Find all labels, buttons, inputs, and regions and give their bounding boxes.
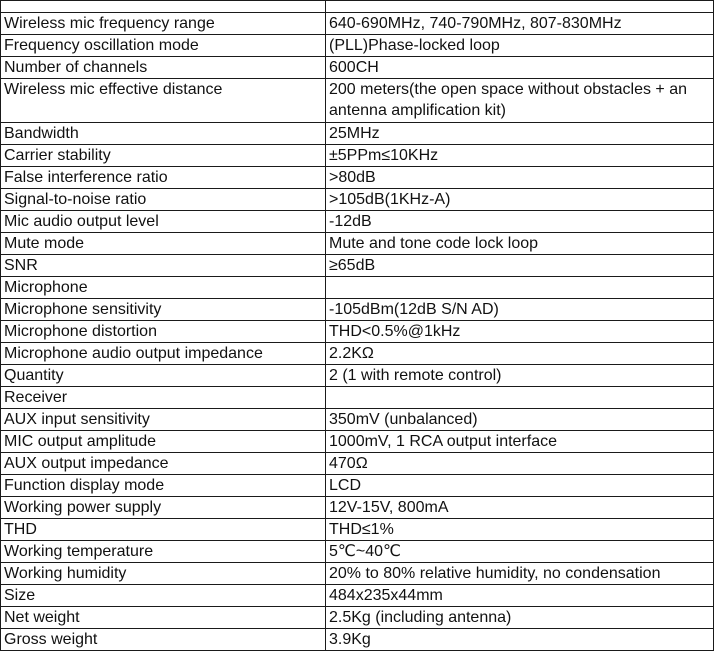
spec-value: 2.2KΩ bbox=[326, 343, 714, 365]
table-row bbox=[1, 57, 714, 79]
spec-label: AUX output impedance bbox=[1, 453, 326, 475]
spec-value: >80dB bbox=[326, 167, 714, 189]
table-row bbox=[1, 255, 714, 277]
spec-label: Mic audio output level bbox=[1, 211, 326, 233]
table-row-section-microphone bbox=[1, 277, 714, 299]
spec-value: ±5PPm≤10KHz bbox=[326, 145, 714, 167]
spec-label: THD bbox=[1, 519, 326, 541]
spec-value: LCD bbox=[326, 475, 714, 497]
spec-label: False interference ratio bbox=[1, 167, 326, 189]
spec-label: Wireless mic frequency range bbox=[1, 13, 326, 35]
spec-label: Size bbox=[1, 585, 326, 607]
spec-value: ≥65dB bbox=[326, 255, 714, 277]
spec-label: AUX input sensitivity bbox=[1, 409, 326, 431]
spec-label: Quantity bbox=[1, 365, 326, 387]
spec-value: 12V-15V, 800mA bbox=[326, 497, 714, 519]
spec-label: Microphone audio output impedance bbox=[1, 343, 326, 365]
table-row bbox=[1, 299, 714, 321]
spec-label: Number of channels bbox=[1, 57, 326, 79]
table-row bbox=[1, 343, 714, 365]
spec-value: THD≤1% bbox=[326, 519, 714, 541]
section-label: Receiver bbox=[1, 387, 326, 409]
table-row bbox=[1, 563, 714, 585]
spec-label: SNR bbox=[1, 255, 326, 277]
table-row bbox=[1, 321, 714, 343]
table-row bbox=[1, 211, 714, 233]
table-row bbox=[1, 145, 714, 167]
spec-label: Signal-to-noise ratio bbox=[1, 189, 326, 211]
spec-value: 600CH bbox=[326, 57, 714, 79]
spec-value: 1000mV, 1 RCA output interface bbox=[326, 431, 714, 453]
spec-value: 2.5Kg (including antenna) bbox=[326, 607, 714, 629]
table-row bbox=[1, 431, 714, 453]
spec-label: Carrier stability bbox=[1, 145, 326, 167]
spec-label: Net weight bbox=[1, 607, 326, 629]
spec-value: 5℃~40℃ bbox=[326, 541, 714, 563]
spec-label: Wireless mic effective distance bbox=[1, 79, 326, 123]
spec-value: (PLL)Phase-locked loop bbox=[326, 35, 714, 57]
spec-value: 470Ω bbox=[326, 453, 714, 475]
table-row bbox=[1, 167, 714, 189]
spec-value: -12dB bbox=[326, 211, 714, 233]
spec-value: 25MHz bbox=[326, 123, 714, 145]
spec-value-cell bbox=[326, 1, 714, 13]
spec-label: Bandwidth bbox=[1, 123, 326, 145]
table-row-partial bbox=[1, 1, 714, 13]
table-row bbox=[1, 123, 714, 145]
spec-value: 640-690MHz, 740-790MHz, 807-830MHz bbox=[326, 13, 714, 35]
table-row bbox=[1, 13, 714, 35]
table-row-section-receiver bbox=[1, 387, 714, 409]
spec-value: THD<0.5%@1kHz bbox=[326, 321, 714, 343]
table-row bbox=[1, 497, 714, 519]
spec-label: MIC output amplitude bbox=[1, 431, 326, 453]
table-row bbox=[1, 607, 714, 629]
spec-value: 200 meters(the open space without obstacles + an antenna amplification kit) bbox=[326, 79, 714, 123]
spec-label: Microphone distortion bbox=[1, 321, 326, 343]
table-row bbox=[1, 541, 714, 563]
spec-label: Function display mode bbox=[1, 475, 326, 497]
spec-label: Gross weight bbox=[1, 629, 326, 651]
spec-label: Working temperature bbox=[1, 541, 326, 563]
spec-label: Working humidity bbox=[1, 563, 326, 585]
table-row bbox=[1, 79, 714, 123]
spec-value: 484x235x44mm bbox=[326, 585, 714, 607]
table-row bbox=[1, 585, 714, 607]
spec-value: Mute and tone code lock loop bbox=[326, 233, 714, 255]
table-row bbox=[1, 453, 714, 475]
spec-value bbox=[326, 277, 714, 299]
spec-label-cell bbox=[1, 1, 326, 13]
table-row bbox=[1, 35, 714, 57]
table-row bbox=[1, 409, 714, 431]
table-row bbox=[1, 475, 714, 497]
table-row bbox=[1, 233, 714, 255]
spec-label: Microphone sensitivity bbox=[1, 299, 326, 321]
spec-value: 350mV (unbalanced) bbox=[326, 409, 714, 431]
spec-label: Working power supply bbox=[1, 497, 326, 519]
spec-value bbox=[326, 387, 714, 409]
spec-value: 20% to 80% relative humidity, no condensation bbox=[326, 563, 714, 585]
table-row bbox=[1, 629, 714, 651]
spec-label: Frequency oscillation mode bbox=[1, 35, 326, 57]
table-row bbox=[1, 189, 714, 211]
spec-value: >105dB(1KHz-A) bbox=[326, 189, 714, 211]
table-row bbox=[1, 365, 714, 387]
spec-label: Mute mode bbox=[1, 233, 326, 255]
table-row bbox=[1, 519, 714, 541]
spec-value: 3.9Kg bbox=[326, 629, 714, 651]
spec-value: -105dBm(12dB S/N AD) bbox=[326, 299, 714, 321]
spec-value: 2 (1 with remote control) bbox=[326, 365, 714, 387]
section-label: Microphone bbox=[1, 277, 326, 299]
